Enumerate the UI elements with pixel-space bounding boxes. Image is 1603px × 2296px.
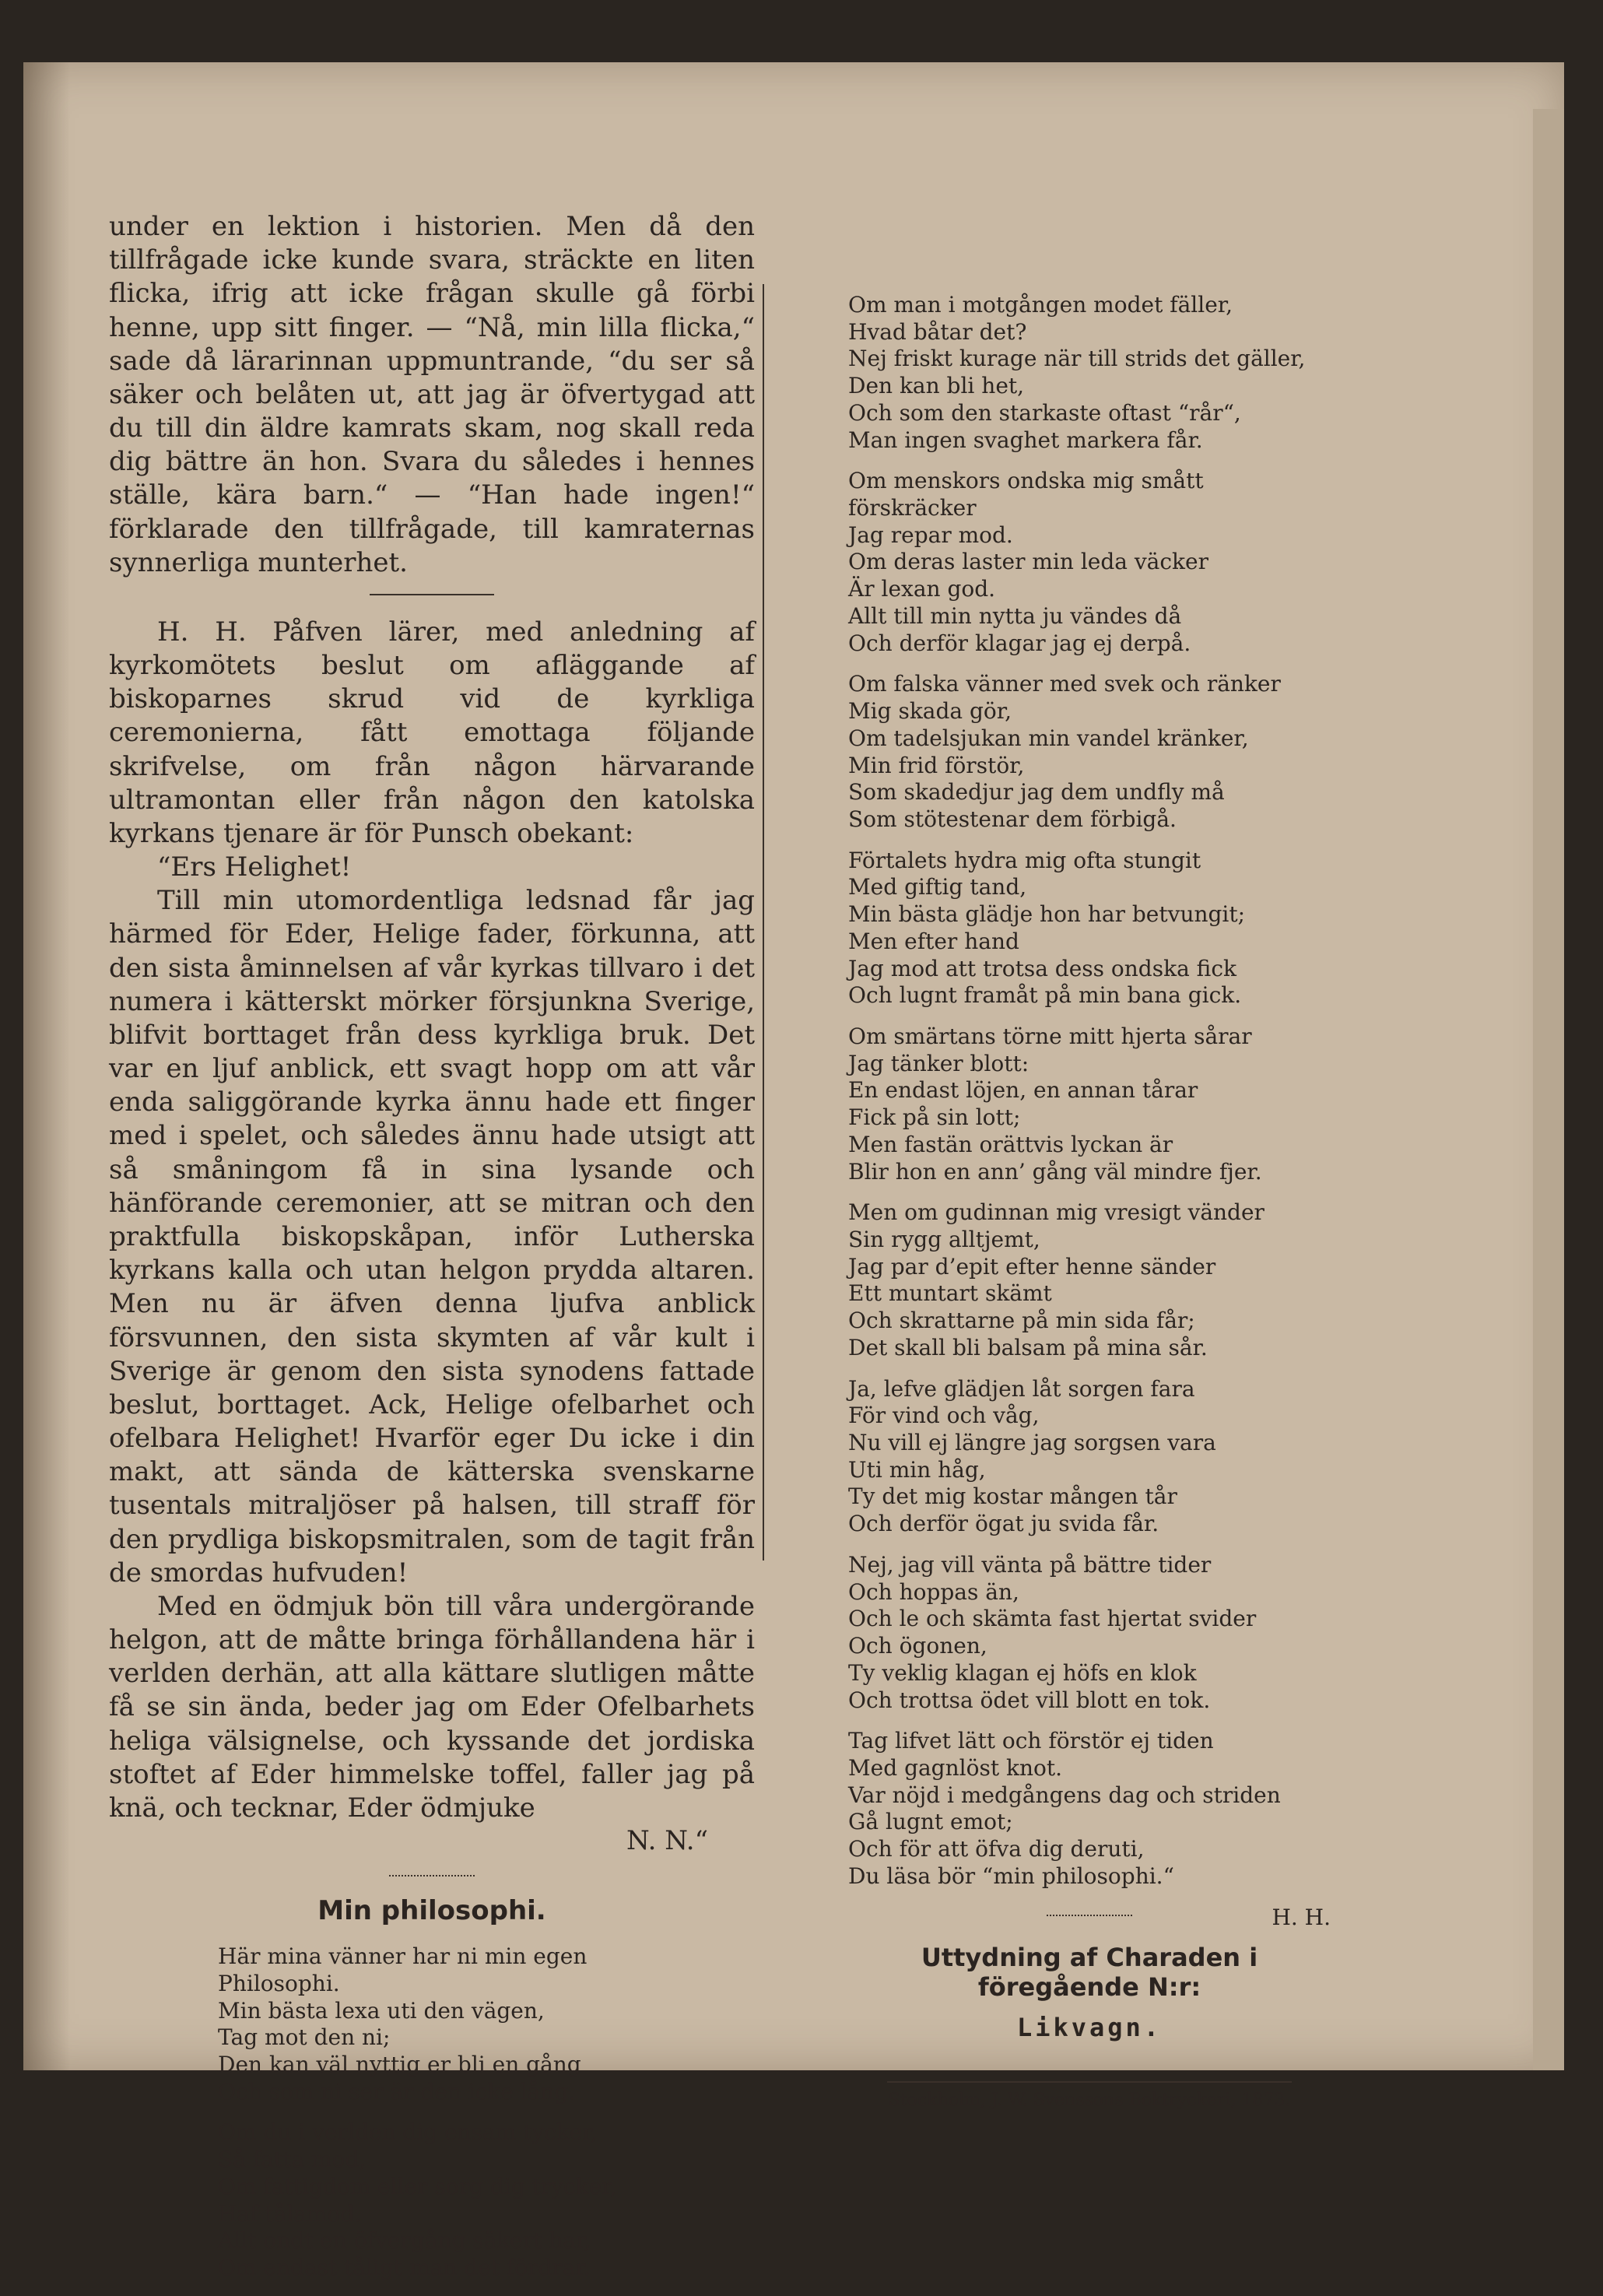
poem-line: Ja, lefve glädjen låt sorgen fara [848,1375,1195,1402]
poem-stanza [848,1376,1331,1538]
poem-stanza [848,468,1331,657]
poem-stanza [848,1023,1331,1185]
poem-line: Men efter hand [848,928,1019,954]
poem-line: Som stötestenar dem förbigå. [848,806,1177,832]
poem-line: Och skrattarne på min sida får; [848,1308,1195,1334]
poem-line: Om deras laster min leda väcker [848,549,1208,575]
poem-line: Och som den starkaste oftast “rår“, [848,399,1241,426]
poem-line: Nej friskt kurage när till strids det gäller, [848,346,1306,372]
poem-line: Jag mod att trotsa dess ondska fick [848,955,1236,981]
poem-line: Är lexan god. [848,576,996,602]
poem-line: Och som ni ser är den icke lång. [218,2078,576,2105]
poem-line: Min bästa glädje hon har betvungit; [848,901,1246,928]
poem-line: Som skadedjur jag dem undfly må [848,779,1225,806]
article-paragraph: H. H. Påfven lärer, med anledning af kyrkomötets beslut om afläggande af biskoparnes skrud vid de kyrkliga ceremonierna, fått emottaga följande skrifvelse, om från någon härvarande ultramontan eller från någon den katolska kyrkans tjenare är för Punsch obekant: [109,616,755,849]
poem-line: Den kan väl nyttig er bli en gång [218,2051,581,2077]
poem-stanza [848,292,1331,454]
poem-line: Uti min håg, [848,1456,986,1483]
poem-line: Med gagnlöst knot. [848,1754,1062,1781]
poem-line: Och derför klagar jag ej derpå. [848,630,1191,656]
poem-line: Allt till min nytta ju vändes då [848,602,1182,629]
poem-line: Om falska vänner med svek och ränker [848,671,1281,697]
poem-line: Jag par d’epit efter henne sänder [848,1253,1216,1280]
poem-line: Mig skada gör, [848,698,1012,725]
poem-line: Haf tålamod. [218,2200,362,2227]
charade-solution-answer: Likvagn. [1016,2012,1163,2042]
poem-line: Om du i verlden dig ensam tycker, [218,2119,598,2146]
newspaper-page [23,62,1564,2280]
poem-line: Och hoppas än, [848,1578,1019,1605]
article-paragraph: Med en ödmjuk bön till våra undergörande helgon, att de måtte bringa förhållandena här i verlden derhän, att alla kättare slutligen måtte få se sin ända, beder jag om Eder Ofelbarhets heliga välsignelse, och kyssande det jordiska stoftet af Eder himmelske toffel, faller jag på knä, och tecknar, Eder ödmjuke [109,1590,755,1824]
ornament-rule [389,1875,475,1876]
poem-title: Min philosophi. [317,1895,546,1927]
poem-line: Om menskors ondska mig smått förskräcker [848,468,1204,521]
poem-line: Tag lifvet lätt och förstör ej tiden [848,1728,1214,1754]
poem-line: Ty veklig klagan ej höfs en klok [848,1659,1197,1686]
poem-line: Om man i motgången modet fäller, [848,292,1233,318]
poem-line: Nej, jag vill vänta på bättre tider [848,1551,1212,1578]
poem-signature: H. H. [1272,1904,1331,1930]
poem-line: Så fatta mod, [218,2147,367,2173]
letter-salutation: “Ers Helighet! [157,851,352,883]
left-column [109,210,755,2296]
article-paragraph: under en lektion i historien. Men då den tillfrågade icke kunde svara, sträckte en liten flicka, ifrig att icke frågan skulle gå förbi henne, upp sitt finger. — “Nå, min lilla flicka,“ sade då lärarinnan uppmuntrande, “du ser så säker och belåten ut, att jag är öfvertygad att du till din äldre kamrats skam, nog skall reda dig bättre än hon. Svara du således i hennes ställe, kära barn.“ — “Han hade ingen!“ förklarade den tillfrågade, till kamraternas synnerliga munterhet. [109,211,755,578]
poem-line: Ty det mig kostar mången tår [848,1483,1177,1510]
poem-line: För vind och våg, [848,1403,1040,1429]
poem-line: Man ingen svaghet markera får. [848,427,1203,453]
poem-line: Fick på sin lott; [848,1104,1021,1131]
poem-stanza [848,671,1331,833]
poem-line: Nu vill ej längre jag sorgsen vara [848,1430,1216,1456]
section-rule [370,594,494,595]
article [109,210,755,1856]
imprint-rule [887,2081,1292,2083]
poem-stanza [848,1728,1331,1890]
page-fold-shadow [23,62,70,2070]
poem-line: Var nöjd i medgångens dag och striden [848,1782,1281,1808]
printer-imprint: Stockholm, J. W. Svenssons Boktryckeri, 1873. [888,2090,1291,2110]
column-divider [763,284,764,1561]
poem-line: Den kan bli het, [848,373,1025,399]
poem-line: Jag tänker blott: [848,1050,1029,1076]
poem-line: Blir hon en ann’ gång väl mindre fjer. [848,1158,1262,1185]
charade-solution-title: Uttydning af Charaden i föregående N:r: [921,1942,1258,2002]
page-edge [1533,109,1564,2070]
poem-stanza [848,1199,1331,1361]
poem-line: Och ögonen, [848,1633,987,1659]
poem-line: Men om gudinnan mig vresigt vänder [848,1199,1265,1226]
poem-stanza [109,1943,755,2105]
poem-line: En endast löjen, en annan tårar [848,1077,1198,1104]
poem-line: Och derför ögat ju svida får. [848,1511,1159,1537]
poem-line: Allt ondt en öfvergång säkert har, [218,2228,591,2254]
poem-line: Men fastän orättvis lyckan är [848,1131,1173,1157]
poem-line: Och lugnt framåt på min bana gick. [848,982,1242,1009]
poem-line: Hvad båtar det? [848,318,1027,345]
poem-line: Philosophi. [218,1970,340,1996]
poem-line: Du läsa bör “min philosophi.“ [848,1862,1174,1889]
poem-stanza [848,1552,1331,1714]
poem-line: Och för att öfva dig deruti, [848,1836,1145,1862]
poem-line: Och le och skämta fast hjertat svider [848,1606,1257,1632]
poem-line: Förtalets hydra mig ofta stungit [848,847,1201,873]
letter-signature: N. N.“ [626,1825,708,1857]
poem-line: Min bästa lexa uti den vägen, [218,1997,545,2024]
poem-stanza [109,2119,755,2281]
poem-line: Om fattigdom eller sorg dig trycker, [218,2173,617,2199]
poem-line: Tag mot den ni; [218,2024,391,2051]
poem-line: Om smärtans törne mitt hjerta sårar [848,1023,1252,1049]
article-paragraph: Till min utomordentliga ledsnad får jag härmed för Eder, Helige fader, förkunna, att den sista åminnelsen af vår kyrkas tillvaro i det numera i kätterskt mörker försjunkna Sverige, blifvit borttaget från dess kyrkliga bruk. Det var en ljuf anblick, ett svagt hopp om att vår enda saliggörande kyrka ännu hade ett finger med i spelet, och således ännu hade utsigt att så småningom få in sina lysande och hänförande ceremonier, att se mitran och den praktfulla biskopskåpan, inför Lutherska kyrkans kalla och utan helgon prydda altaren. Men nu är äfven denna ljufva anblick försvunnen, den sista skymten af vår kult i Sverige är genom den sista synodens fattade beslut, borttaget. Ack, Helige ofelbarhet och ofelbara Helighet! Hvarför eger Du icke i din makt, att sända de kätterska svenskarne tusentals mitraljöser på halsen, till straff för den prydliga biskopsmitralen, som de tagit från de smordas hufvuden! [109,885,755,1589]
poem-line: Sin rygg alltjemt, [848,1227,1040,1252]
poem-line: Min frid förstör, [848,752,1025,778]
poem-line: Om endast tåligt man det fördrar. [218,2254,591,2280]
poem-line: Om tadelsjukan min vandel kränker, [848,725,1249,751]
ornament-rule [1047,1915,1132,1916]
poem-line: Det skall bli balsam på mina sår. [848,1334,1208,1360]
right-column [848,292,1331,2110]
poem-line: Ett muntart skämt [848,1280,1052,1307]
poem-line: Här mina vänner har ni min egen [218,1943,588,1970]
poem-line: Och trottsa ödet vill blott en tok. [848,1687,1211,1713]
poem-line: Jag repar mod. [848,521,1013,548]
poem-line: Gå lugnt emot; [848,1809,1013,1835]
poem-line: Med giftig tand, [848,874,1027,900]
poem-stanza [848,848,1331,1009]
